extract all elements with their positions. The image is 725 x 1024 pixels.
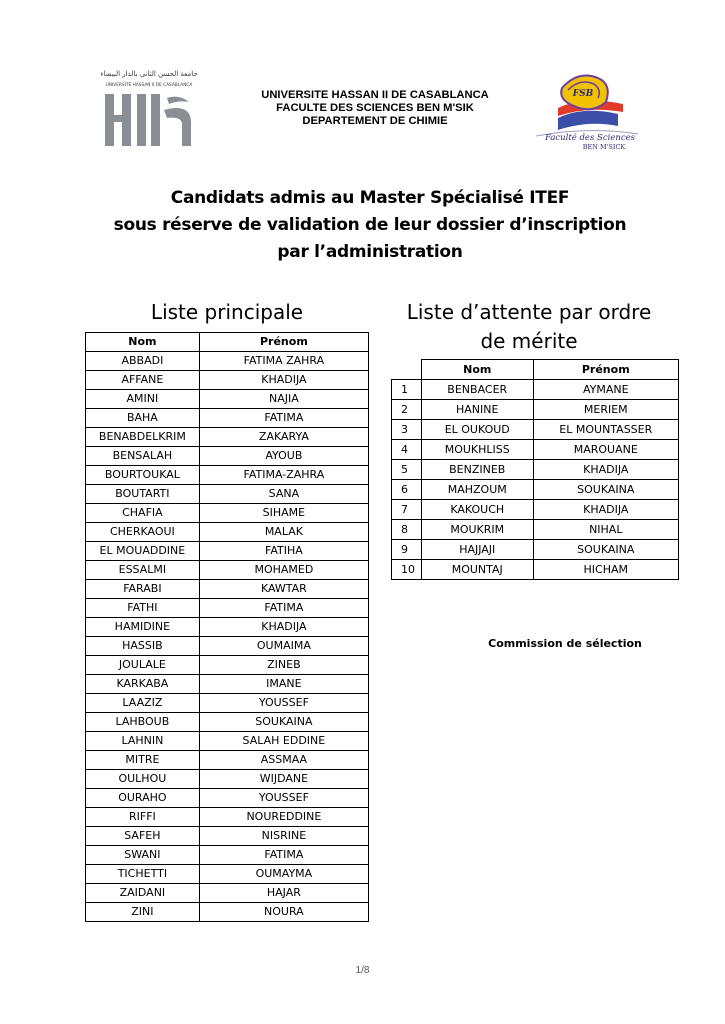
last-name-cell: CHAFIA — [86, 504, 200, 523]
last-name-cell: BENBACER — [421, 380, 533, 400]
first-name-cell: NOUREDDINE — [199, 808, 368, 827]
institution-header — [220, 89, 530, 128]
first-name-cell: FATIHA — [199, 542, 368, 561]
first-name-cell: NOURA — [199, 903, 368, 922]
first-name-cell: SOUKAINA — [533, 480, 678, 500]
rank-cell: 4 — [392, 440, 422, 460]
first-name-cell: YOUSSEF — [199, 694, 368, 713]
rank-cell: 9 — [392, 540, 422, 560]
first-name-cell: HAJAR — [199, 884, 368, 903]
last-name-cell: HAMIDINE — [86, 618, 200, 637]
table-row — [86, 352, 369, 371]
table-row — [86, 599, 369, 618]
first-name-cell: MALAK — [199, 523, 368, 542]
last-name-cell: SAFEH — [86, 827, 200, 846]
last-name-cell: OULHOU — [86, 770, 200, 789]
rank-cell: 5 — [392, 460, 422, 480]
table-row — [86, 523, 369, 542]
first-name-cell: SOUKAINA — [199, 713, 368, 732]
last-name-cell: MITRE — [86, 751, 200, 770]
university-logo — [101, 68, 198, 150]
column-header-nom: Nom — [86, 333, 200, 352]
first-name-cell: FATIMA — [199, 599, 368, 618]
table-row — [86, 504, 369, 523]
rank-cell: 6 — [392, 480, 422, 500]
last-name-cell: ZINI — [86, 903, 200, 922]
last-name-cell: FARABI — [86, 580, 200, 599]
column-header-prenom: Prénom — [199, 333, 368, 352]
first-name-cell: ZAKARYA — [199, 428, 368, 447]
first-name-cell: OUMAIMA — [199, 637, 368, 656]
table-row — [392, 500, 679, 520]
first-name-cell: KAWTAR — [199, 580, 368, 599]
last-name-cell: CHERKAOUI — [86, 523, 200, 542]
table-row — [86, 675, 369, 694]
page-number: 1/8 — [355, 965, 370, 976]
last-name-cell: BENABDELKRIM — [86, 428, 200, 447]
table-row — [86, 390, 369, 409]
first-name-cell: EL MOUNTASSER — [533, 420, 678, 440]
table-header-row — [392, 360, 679, 380]
last-name-cell: KARKABA — [86, 675, 200, 694]
table-row — [86, 447, 369, 466]
table-row — [86, 371, 369, 390]
table-row — [86, 637, 369, 656]
first-name-cell: YOUSSEF — [199, 789, 368, 808]
table-row — [392, 420, 679, 440]
faculty-logo-text: Faculté des Sciences — [545, 133, 635, 143]
last-name-cell: MAHZOUM — [421, 480, 533, 500]
svg-text:BEN M'SICK: BEN M'SICK — [582, 143, 626, 151]
rank-cell: 10 — [392, 560, 422, 580]
svg-text:UNIVERSITÉ HASSAN II DE CASABL: UNIVERSITÉ HASSAN II DE CASABLANCA — [105, 83, 193, 88]
table-row — [86, 580, 369, 599]
rank-cell: 2 — [392, 400, 422, 420]
table-row — [86, 846, 369, 865]
title-line-2: sous réserve de validation de leur dossier d’inscription — [113, 215, 627, 235]
first-name-cell: AYOUB — [199, 447, 368, 466]
last-name-cell: MOUKHLISS — [421, 440, 533, 460]
table-row — [86, 466, 369, 485]
title-line-3: par l’administration — [277, 242, 463, 262]
last-name-cell: HASSIB — [86, 637, 200, 656]
first-name-cell: FATIMA — [199, 409, 368, 428]
last-name-cell: LAHNIN — [86, 732, 200, 751]
table-row — [392, 440, 679, 460]
last-name-cell: ABBADI — [86, 352, 200, 371]
last-name-cell: ZAIDANI — [86, 884, 200, 903]
last-name-cell: KAKOUCH — [421, 500, 533, 520]
table-row — [86, 694, 369, 713]
main-list-table — [85, 332, 369, 922]
table-row — [86, 827, 369, 846]
first-name-cell: KHADIJA — [533, 500, 678, 520]
first-name-cell: AYMANE — [533, 380, 678, 400]
first-name-cell: KHADIJA — [199, 371, 368, 390]
wait-list-heading-line-1: Liste d’attente par ordre — [406, 300, 652, 324]
table-row — [392, 380, 679, 400]
first-name-cell: SIHAME — [199, 504, 368, 523]
svg-text:جامعة الحسن الثاني بالدار البي: جامعة الحسن الثاني بالدار البيضاء — [101, 70, 198, 78]
column-header-nom: Nom — [421, 360, 533, 380]
table-row — [86, 732, 369, 751]
table-row — [86, 865, 369, 884]
header-line-department: DEPARTEMENT DE CHIMIE — [302, 115, 448, 127]
last-name-cell: BOURTOUKAL — [86, 466, 200, 485]
first-name-cell: IMANE — [199, 675, 368, 694]
first-name-cell: KHADIJA — [533, 460, 678, 480]
last-name-cell: RIFFI — [86, 808, 200, 827]
first-name-cell: MAROUANE — [533, 440, 678, 460]
first-name-cell: MOHAMED — [199, 561, 368, 580]
first-name-cell: ASSMAA — [199, 751, 368, 770]
table-row — [392, 480, 679, 500]
document-title — [60, 185, 680, 266]
last-name-cell: HAJJAJI — [421, 540, 533, 560]
first-name-cell: WIJDANE — [199, 770, 368, 789]
table-row — [392, 560, 679, 580]
first-name-cell: FATIMA — [199, 846, 368, 865]
first-name-cell: ZINEB — [199, 656, 368, 675]
table-row — [86, 656, 369, 675]
last-name-cell: LAHBOUB — [86, 713, 200, 732]
header-line-faculty: FACULTE DES SCIENCES BEN M'SIK — [276, 102, 474, 114]
table-row — [392, 540, 679, 560]
table-row — [86, 808, 369, 827]
last-name-cell: AMINI — [86, 390, 200, 409]
rank-cell: 1 — [392, 380, 422, 400]
table-row — [86, 751, 369, 770]
table-row — [86, 561, 369, 580]
first-name-cell: KHADIJA — [199, 618, 368, 637]
last-name-cell: BOUTARTI — [86, 485, 200, 504]
first-name-cell: NIHAL — [533, 520, 678, 540]
table-row — [86, 485, 369, 504]
main-list-heading: Liste principale — [150, 300, 304, 324]
first-name-cell: SANA — [199, 485, 368, 504]
table-row — [392, 460, 679, 480]
first-name-cell: HICHAM — [533, 560, 678, 580]
last-name-cell: SWANI — [86, 846, 200, 865]
table-header-row — [86, 333, 369, 352]
last-name-cell: OURAHO — [86, 789, 200, 808]
last-name-cell: FATHI — [86, 599, 200, 618]
title-line-1: Candidats admis au Master Spécialisé ITEF — [170, 188, 570, 208]
last-name-cell: MOUKRIM — [421, 520, 533, 540]
last-name-cell: BENSALAH — [86, 447, 200, 466]
table-row — [86, 789, 369, 808]
wait-list-heading-line-2: de mérite — [480, 329, 578, 353]
table-row — [392, 400, 679, 420]
faculty-logo — [528, 68, 640, 158]
table-row — [86, 903, 369, 922]
first-name-cell: MERIEM — [533, 400, 678, 420]
wait-list-heading — [384, 298, 674, 356]
first-name-cell: SALAH EDDINE — [199, 732, 368, 751]
column-header-prenom: Prénom — [533, 360, 678, 380]
last-name-cell: ESSALMI — [86, 561, 200, 580]
first-name-cell: NISRINE — [199, 827, 368, 846]
table-row — [86, 713, 369, 732]
last-name-cell: EL OUKOUD — [421, 420, 533, 440]
table-row — [86, 542, 369, 561]
table-row — [86, 770, 369, 789]
rank-header — [392, 360, 422, 380]
last-name-cell: BAHA — [86, 409, 200, 428]
wait-list-table — [391, 359, 679, 580]
rank-cell: 7 — [392, 500, 422, 520]
table-row — [86, 618, 369, 637]
first-name-cell: NAJIA — [199, 390, 368, 409]
table-row — [392, 520, 679, 540]
last-name-cell: BENZINEB — [421, 460, 533, 480]
header-line-university: UNIVERSITE HASSAN II DE CASABLANCA — [261, 89, 489, 101]
commission-signature: Commission de sélection — [488, 637, 642, 650]
last-name-cell: JOULALE — [86, 656, 200, 675]
first-name-cell: FATIMA-ZAHRA — [199, 466, 368, 485]
first-name-cell: FATIMA ZAHRA — [199, 352, 368, 371]
last-name-cell: LAAZIZ — [86, 694, 200, 713]
last-name-cell: HANINE — [421, 400, 533, 420]
rank-cell: 8 — [392, 520, 422, 540]
table-row — [86, 409, 369, 428]
last-name-cell: EL MOUADDINE — [86, 542, 200, 561]
last-name-cell: AFFANE — [86, 371, 200, 390]
last-name-cell: TICHETTI — [86, 865, 200, 884]
first-name-cell: OUMAYMA — [199, 865, 368, 884]
table-row — [86, 428, 369, 447]
last-name-cell: MOUNTAJ — [421, 560, 533, 580]
svg-text:FSB: FSB — [572, 89, 594, 99]
first-name-cell: SOUKAINA — [533, 540, 678, 560]
table-row — [86, 884, 369, 903]
rank-cell: 3 — [392, 420, 422, 440]
